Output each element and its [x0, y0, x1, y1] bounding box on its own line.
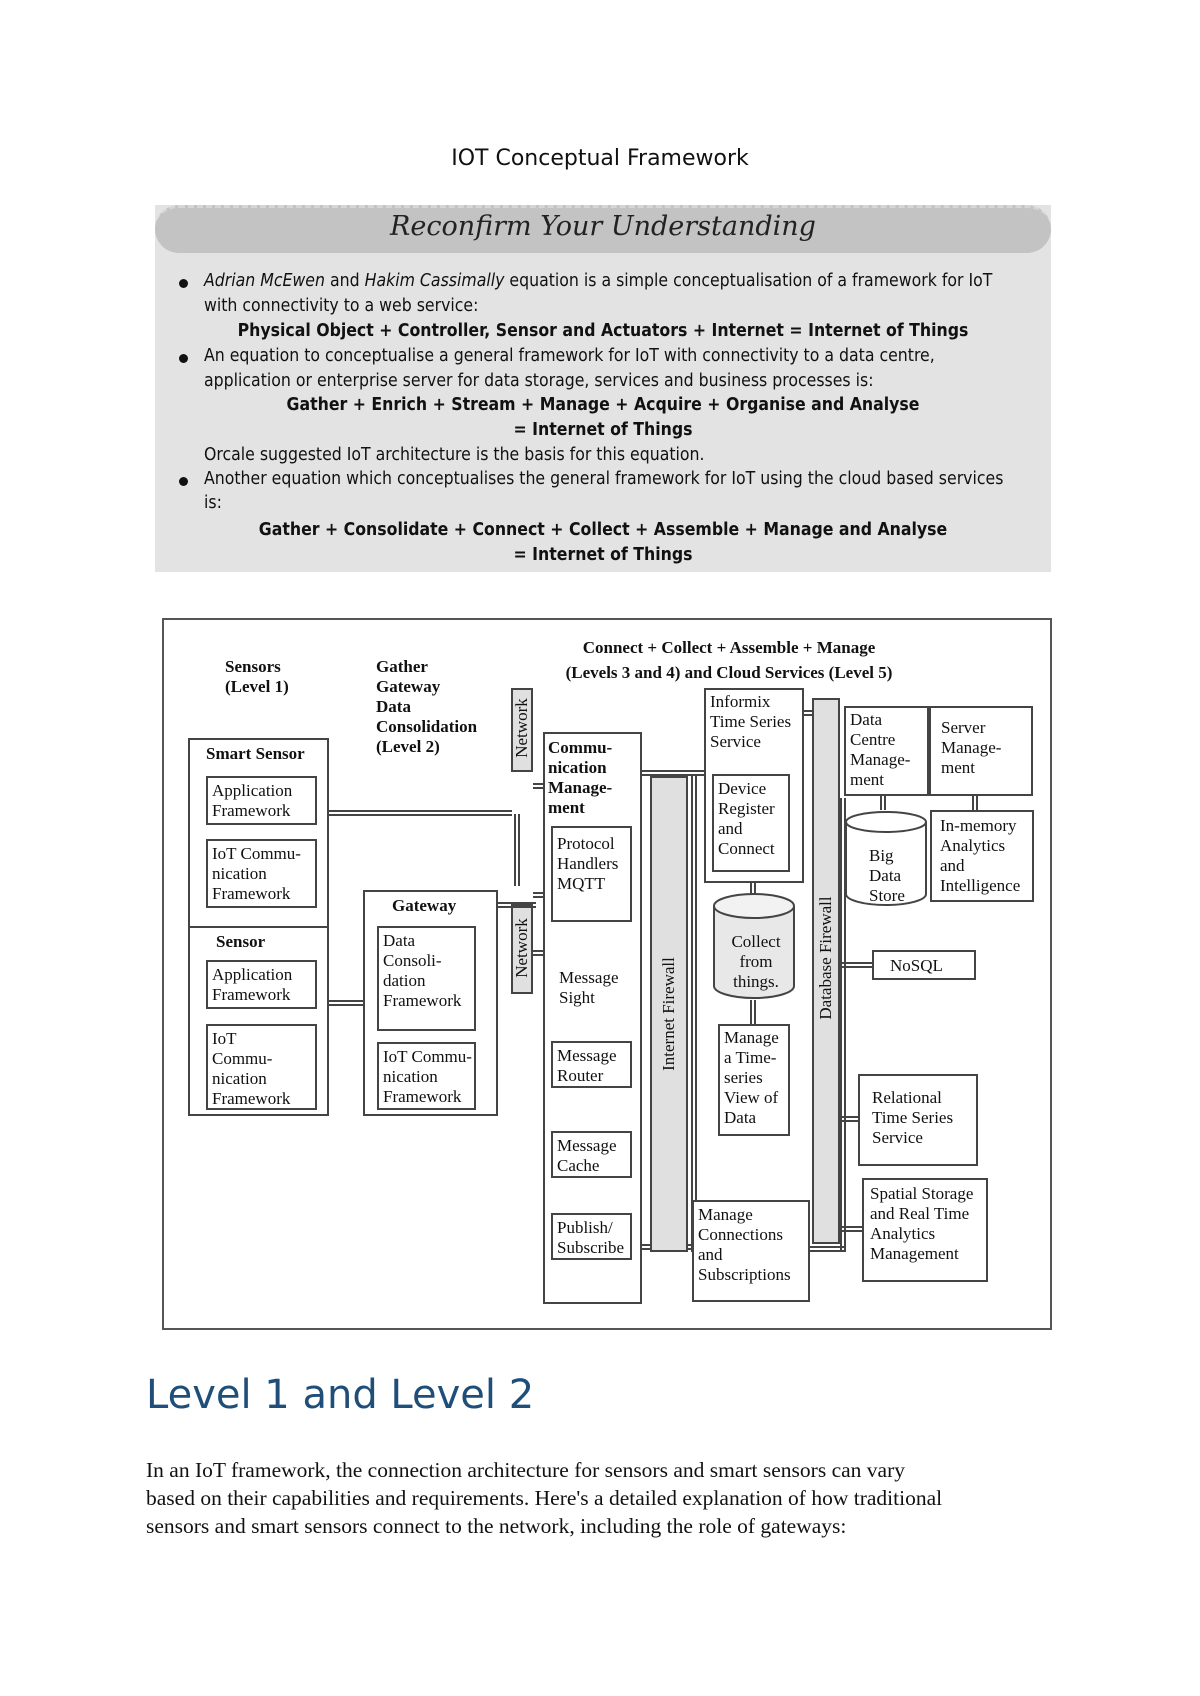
connector [840, 962, 872, 968]
message-sight-label: Message Sight [559, 968, 619, 1007]
manage-time-series-box: Manage a Time- series View of Data [718, 1024, 790, 1136]
data-centre-box: Data Centre Manage- ment [844, 706, 929, 796]
connector [810, 1246, 846, 1252]
iot-comm-framework-box: IoT Commu- nication Framework [377, 1042, 476, 1110]
bullet-3-line-2: is: [204, 493, 222, 513]
connector [533, 783, 543, 789]
publish-subscribe-box: Publish/ Subscribe [551, 1213, 632, 1260]
internet-firewall-label: Internet Firewall [659, 957, 678, 1071]
bullet-icon [179, 477, 188, 486]
sensor-label: Sensor [216, 932, 266, 951]
connector [329, 1000, 363, 1006]
iot-comm-framework-box: IoT Commu- nication Framework [206, 839, 317, 908]
network-label: Network [512, 918, 531, 978]
connector [804, 710, 812, 716]
author-conjunction: and [324, 271, 365, 291]
connector [840, 1116, 858, 1122]
network-label: Network [512, 698, 531, 758]
data-consolidation-box: Data Consoli- dation Framework [377, 926, 476, 1031]
connector [691, 776, 697, 1252]
connector [840, 1226, 862, 1232]
section-paragraph [146, 1456, 1066, 1540]
equation-3-line-2: = Internet of Things [513, 545, 693, 565]
manage-connections-box: Manage Connections and Subscriptions [692, 1200, 810, 1302]
connector [329, 810, 512, 816]
connector [972, 796, 978, 810]
equation-2-line-1: Gather + Enrich + Stream + Manage + Acquire + Organise and Analyse [286, 395, 920, 415]
protocol-handlers-box: Protocol Handlers MQTT [551, 826, 632, 922]
connector [533, 892, 543, 898]
author-2: Hakim Cassimally [364, 271, 505, 291]
gather-level-label: Gather Gateway Data Consolidation (Level 2) [376, 657, 478, 756]
paragraph-line: In an IoT framework, the connection architecture for sensors and smart sensors can vary [146, 1458, 905, 1482]
bullet-1-line-1 [204, 269, 1044, 293]
connector [514, 814, 520, 886]
comm-management-label: Commu- nication Manage- ment [548, 738, 613, 817]
section-heading: Level 1 and Level 2 [146, 1372, 535, 1418]
bullet-icon [179, 354, 188, 363]
collect-label: Collect from things. [731, 932, 781, 991]
message-router-box: Message Router [551, 1041, 632, 1088]
oracle-note: Orcale suggested IoT architecture is the basis for this equation. [204, 445, 705, 465]
app-framework-box: Application Framework [206, 960, 317, 1009]
paragraph-line: based on their capabilities and requirements. Here's a detailed explanation of how traditional [146, 1486, 943, 1510]
iot-framework-diagram [162, 618, 1052, 1330]
smart-sensor-label: Smart Sensor [206, 744, 305, 763]
paragraph-line: sensors and smart sensors connect to the network, including the role of gateways: [146, 1514, 847, 1538]
equation-3-line-1: Gather + Consolidate + Connect + Collect + Assemble + Manage and Analyse [258, 520, 948, 540]
in-memory-analytics-box: In-memory Analytics and Intelligence [930, 810, 1034, 902]
nosql-box: NoSQL [872, 950, 976, 980]
message-cache-box: Message Cache [551, 1131, 632, 1178]
bullet-2-line-2: application or enterprise server for data storage, services and business processes is: [204, 371, 874, 391]
big-data-label: Big Data Store [869, 846, 905, 905]
bullet-1-line-2: with connectivity to a web service: [204, 296, 479, 316]
sensors-level-label: Sensors (Level 1) [225, 657, 289, 696]
informix-label: Informix Time Series Service [710, 692, 792, 751]
connector [750, 1000, 756, 1024]
database-firewall-label: Database Firewall [816, 896, 835, 1020]
gateway-label: Gateway [392, 896, 457, 915]
bullet-icon [179, 279, 188, 288]
equation-1: Physical Object + Controller, Sensor and Actuators + Internet = Internet of Things [237, 321, 969, 341]
server-management-box: Server Manage- ment [929, 706, 1033, 796]
connect-level-label: Connect + Collect + Assemble + Manage (Levels 3 and 4) and Cloud Services (Level 5) [565, 638, 893, 682]
bullet-3-line-1: Another equation which conceptualises the general framework for IoT using the cloud based services [204, 469, 1004, 489]
reconfirm-heading: Reconfirm Your Understanding [390, 211, 816, 242]
relational-time-series-box: Relational Time Series Service [858, 1074, 978, 1166]
iot-comm-framework-box: IoT Commu- nication Framework [206, 1024, 317, 1110]
connector [880, 796, 886, 810]
spatial-storage-box: Spatial Storage and Real Time Analytics Management [862, 1178, 988, 1282]
connector [533, 950, 543, 956]
app-framework-box: Application Framework [206, 776, 317, 825]
connector [498, 902, 536, 908]
equation-2-line-2: = Internet of Things [513, 420, 693, 440]
bullet-1-rest: equation is a simple conceptualisation of a framework for IoT [504, 271, 993, 291]
page-title: IOT Conceptual Framework [451, 146, 749, 171]
author-1: Adrian McEwen [204, 271, 325, 291]
bullet-2-line-1: An equation to conceptualise a general framework for IoT with connectivity to a data centre, [204, 346, 935, 366]
device-register-box: Device Register and Connect [712, 774, 790, 872]
